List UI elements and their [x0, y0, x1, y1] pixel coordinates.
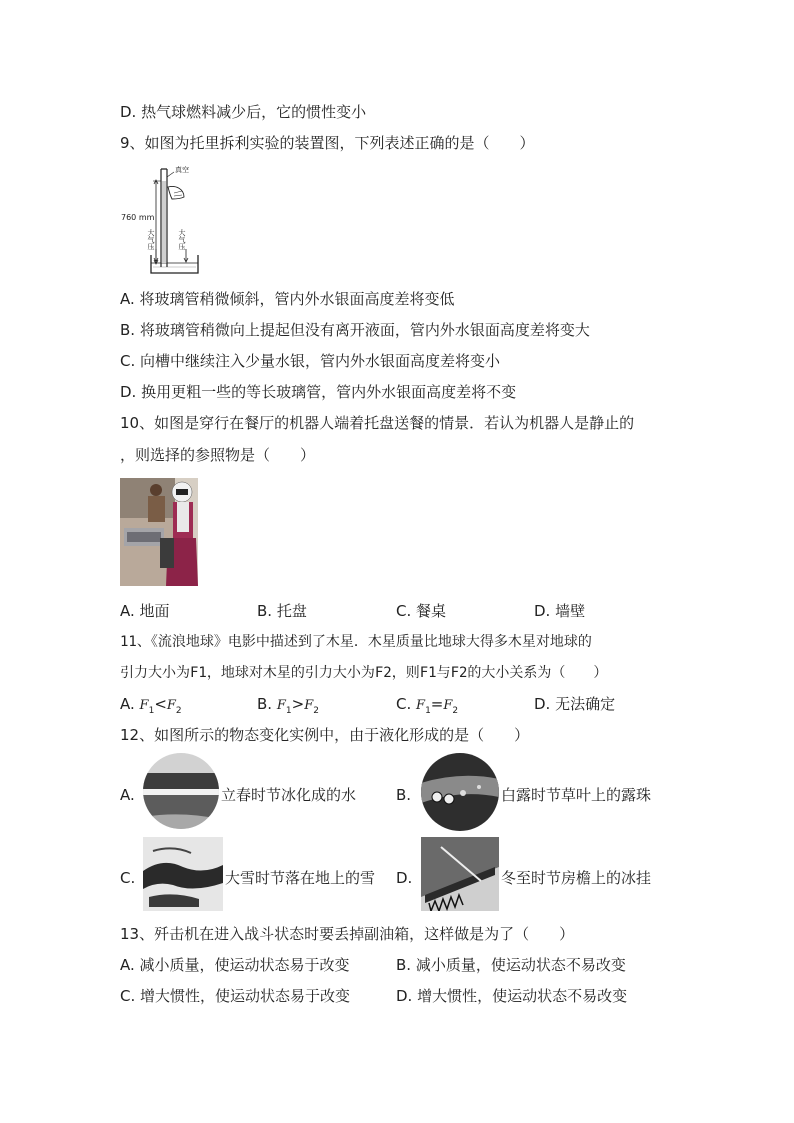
- q11-stem-line1: 11、《流浪地球》电影中描述到了木星．木星质量比地球大得多木星对地球的: [120, 634, 592, 650]
- q12-option-c-label: C.: [120, 869, 136, 887]
- q11-stem-line2: 引力大小为F1，地球对木星的引力大小为F2，则F1与F2的大小关系为（ ）: [120, 665, 608, 681]
- q9-option-b: B. 将玻璃管稍微向上提起但没有离开液面，管内外水银面高度差将变大: [120, 321, 590, 339]
- q9-option-d: D. 换用更粗一些的等长玻璃管，管内外水银面高度差将不变: [120, 383, 517, 401]
- q12-stem: 12、如图所示的物态变化实例中，由于液化形成的是（ ）: [120, 726, 530, 744]
- q9-stem: 9、如图为托里拆利实验的装置图，下列表述正确的是（ ）: [120, 134, 535, 152]
- vacuum-label: 真空: [175, 166, 189, 174]
- melting-ice-photo: [143, 753, 219, 829]
- dew-drops-photo: [421, 753, 499, 831]
- q11-option-a: A. $F_1<F_2$: [120, 695, 182, 716]
- q9-option-a: A. 将玻璃管稍微倾斜，管内外水银面高度差将变低: [120, 290, 455, 308]
- q10-option-a: A. 地面: [120, 602, 170, 620]
- q10-option-b: B. 托盘: [257, 602, 307, 620]
- q10-option-d: D. 墙壁: [534, 602, 586, 620]
- restaurant-robot-photo: [120, 478, 198, 586]
- q13-option-a: A. 减小质量，使运动状态易于改变: [120, 956, 350, 974]
- q10-stem-line1: 10、如图是穿行在餐厅的机器人端着托盘送餐的情景．若认为机器人是静止的: [120, 414, 635, 432]
- q13-stem: 13、歼击机在进入战斗状态时要丢掉副油箱，这样做是为了（ ）: [120, 925, 575, 943]
- q11-option-d: D. 无法确定: [534, 695, 616, 713]
- torricelli-apparatus-figure: [120, 163, 210, 279]
- q8-option-d: D. 热气球燃料减少后，它的惯性变小: [120, 103, 367, 121]
- q12-option-d-label: D.: [396, 869, 413, 887]
- q12-option-c-text: 大雪时节落在地上的雪: [225, 869, 376, 887]
- q12-option-b-label: B.: [396, 786, 412, 804]
- q11-option-b: B. $F_1>F_2$: [257, 695, 319, 716]
- q12-option-d-text: 冬至时节房檐上的冰挂: [501, 869, 652, 887]
- height-label: 760 mm: [121, 213, 155, 222]
- q10-stem-line2: ，则选择的参照物是（ ）: [120, 446, 316, 464]
- atm-right-label: 大气压: [178, 229, 186, 250]
- q13-option-b: B. 减小质量，使运动状态不易改变: [396, 956, 626, 974]
- snow-photo: [143, 837, 223, 911]
- q11-option-c: C. $F_1=F_2$: [396, 695, 459, 716]
- q12-option-a-text: 立春时节冰化成的水: [221, 786, 357, 804]
- q9-option-c: C. 向槽中继续注入少量水银，管内外水银面高度差将变小: [120, 352, 501, 370]
- q10-option-c: C. 餐桌: [396, 602, 447, 620]
- atm-left-label: 大气压: [147, 229, 155, 250]
- q13-option-d: D. 增大惯性，使运动状态不易改变: [396, 987, 628, 1005]
- q12-option-b-text: 白露时节草叶上的露珠: [501, 786, 652, 804]
- icicles-photo: [421, 837, 499, 911]
- q12-option-a-label: A.: [120, 786, 135, 804]
- q13-option-c: C. 增大惯性，使运动状态易于改变: [120, 987, 351, 1005]
